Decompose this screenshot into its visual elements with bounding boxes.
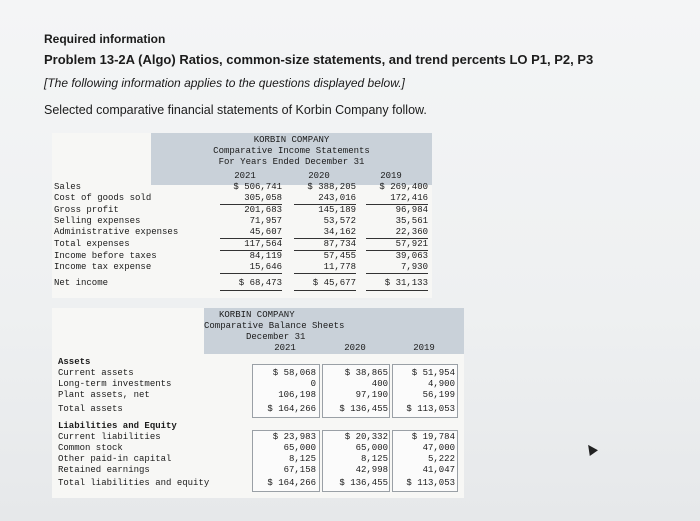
balance-year-2019: 2019 bbox=[413, 343, 435, 353]
value-2019: 47,000 bbox=[422, 443, 455, 453]
value-2019: 57,921 bbox=[395, 239, 428, 249]
value-2020: $ 136,455 bbox=[339, 478, 388, 488]
value-2019: $ 113,053 bbox=[406, 404, 455, 414]
assets-heading bbox=[52, 357, 464, 368]
value-2021: 84,119 bbox=[249, 251, 282, 261]
value-2021: 106,198 bbox=[278, 390, 316, 400]
value-2020: 87,734 bbox=[323, 239, 356, 249]
value-2019: 35,561 bbox=[395, 216, 428, 226]
balance-year-2020: 2020 bbox=[344, 343, 366, 353]
value-2019: 96,984 bbox=[395, 205, 428, 215]
balance-row-total-assets bbox=[52, 404, 464, 415]
value-2021: $ 164,266 bbox=[267, 404, 316, 414]
value-2021: $ 164,266 bbox=[267, 478, 316, 488]
value-2019: 172,416 bbox=[390, 193, 428, 203]
balance-row-plant bbox=[52, 390, 464, 401]
value-2021: $ 58,068 bbox=[272, 368, 316, 378]
income-row-total-expenses bbox=[52, 239, 432, 250]
value-2019: 41,047 bbox=[422, 465, 455, 475]
value-2020: $ 136,455 bbox=[339, 404, 388, 414]
value-2021: 8,125 bbox=[288, 454, 316, 464]
value-2021: 67,158 bbox=[283, 465, 316, 475]
value-2020: 34,162 bbox=[323, 227, 356, 237]
balance-company-name: KORBIN COMPANY bbox=[219, 310, 295, 320]
value-2019: 22,360 bbox=[395, 227, 428, 237]
row-label: Administrative expenses bbox=[54, 227, 179, 237]
value-2019: 39,063 bbox=[395, 251, 428, 261]
value-2021: 71,957 bbox=[249, 216, 282, 226]
instruction-note: [The following information applies to the questions displayed below.] bbox=[44, 76, 405, 90]
income-year-2019: 2019 bbox=[380, 171, 402, 181]
row-label: Other paid-in capital bbox=[58, 454, 172, 464]
income-row-net-income bbox=[52, 278, 432, 289]
value-2019: 4,900 bbox=[427, 379, 455, 389]
section-heading: Liabilities and Equity bbox=[58, 421, 177, 431]
row-label: Total expenses bbox=[54, 239, 130, 249]
income-row-selling bbox=[52, 216, 432, 227]
value-2021: 15,646 bbox=[249, 262, 282, 272]
balance-row-total-liab-equity bbox=[52, 478, 464, 489]
value-2021: 0 bbox=[310, 379, 316, 389]
row-label: Retained earnings bbox=[58, 465, 150, 475]
balance-sheet bbox=[52, 308, 464, 498]
value-2020: $ 38,865 bbox=[344, 368, 388, 378]
income-row-cogs bbox=[52, 193, 432, 204]
row-label: Net income bbox=[54, 278, 109, 288]
value-2020: 65,000 bbox=[355, 443, 388, 453]
value-2021: 45,607 bbox=[249, 227, 282, 237]
income-row-before-taxes bbox=[52, 251, 432, 262]
value-2019: $ 269,400 bbox=[379, 182, 428, 192]
value-2020: 243,016 bbox=[318, 193, 356, 203]
required-information-heading: Required information bbox=[44, 32, 166, 46]
balance-year-2021: 2021 bbox=[274, 343, 296, 353]
row-label: Income before taxes bbox=[54, 251, 157, 261]
income-row-tax bbox=[52, 262, 432, 273]
value-2019: $ 19,784 bbox=[411, 432, 455, 442]
income-period: For Years Ended December 31 bbox=[218, 157, 365, 167]
underline bbox=[220, 273, 282, 274]
value-2021: 65,000 bbox=[283, 443, 316, 453]
value-2019: $ 113,053 bbox=[406, 478, 455, 488]
value-2019: $ 51,954 bbox=[411, 368, 455, 378]
value-2019: $ 31,133 bbox=[384, 278, 428, 288]
income-row-sales bbox=[52, 182, 432, 193]
value-2019: 7,930 bbox=[400, 262, 428, 272]
row-label: Plant assets, net bbox=[58, 390, 150, 400]
double-underline bbox=[294, 290, 356, 291]
row-label: Income tax expense bbox=[54, 262, 152, 272]
income-title: Comparative Income Statements bbox=[213, 146, 370, 156]
income-statement bbox=[52, 133, 432, 298]
value-2020: 11,778 bbox=[323, 262, 356, 272]
income-year-2020: 2020 bbox=[308, 171, 330, 181]
value-2020: 8,125 bbox=[360, 454, 388, 464]
value-2020: $ 20,332 bbox=[344, 432, 388, 442]
value-2020: 57,455 bbox=[323, 251, 356, 261]
value-2020: 145,189 bbox=[318, 205, 356, 215]
value-2021: 201,683 bbox=[244, 205, 282, 215]
value-2021: 305,058 bbox=[244, 193, 282, 203]
value-2021: $ 68,473 bbox=[238, 278, 282, 288]
row-label: Selling expenses bbox=[54, 216, 141, 226]
double-underline bbox=[366, 290, 428, 291]
value-2020: 97,190 bbox=[355, 390, 388, 400]
value-2020: $ 45,677 bbox=[312, 278, 356, 288]
value-2021: 117,564 bbox=[244, 239, 282, 249]
row-label: Cost of goods sold bbox=[54, 193, 152, 203]
value-2021: $ 23,983 bbox=[272, 432, 316, 442]
underline bbox=[294, 273, 356, 274]
income-year-2021: 2021 bbox=[234, 171, 256, 181]
balance-row-common-stock bbox=[52, 443, 464, 454]
value-2020: 400 bbox=[371, 379, 388, 389]
intro-text: Selected comparative financial statements of Korbin Company follow. bbox=[44, 103, 427, 117]
value-2020: 42,998 bbox=[355, 465, 388, 475]
row-label: Current assets bbox=[58, 368, 134, 378]
balance-title: Comparative Balance Sheets bbox=[204, 321, 345, 331]
section-heading: Assets bbox=[58, 357, 91, 367]
value-2020: $ 388,205 bbox=[307, 182, 356, 192]
row-label: Total assets bbox=[58, 404, 123, 414]
balance-row-current-assets bbox=[52, 368, 464, 379]
problem-title: Problem 13-2A (Algo) Ratios, common-size statements, and trend percents LO P1, P2, P3 bbox=[44, 52, 594, 67]
row-label: Sales bbox=[54, 182, 82, 192]
mouse-cursor-icon bbox=[584, 442, 598, 456]
double-underline bbox=[220, 290, 282, 291]
row-label: Common stock bbox=[58, 443, 123, 453]
balance-row-long-term bbox=[52, 379, 464, 390]
value-2019: 5,222 bbox=[427, 454, 455, 464]
income-row-admin bbox=[52, 227, 432, 238]
row-label: Current liabilities bbox=[58, 432, 161, 442]
value-2021: $ 506,741 bbox=[233, 182, 282, 192]
underline bbox=[366, 273, 428, 274]
balance-row-retained bbox=[52, 465, 464, 476]
liabilities-heading bbox=[52, 421, 464, 432]
value-2019: 56,199 bbox=[422, 390, 455, 400]
value-2020: 53,572 bbox=[323, 216, 356, 226]
row-label: Total liabilities and equity bbox=[58, 478, 210, 488]
balance-period: December 31 bbox=[246, 332, 306, 342]
income-company-name: KORBIN COMPANY bbox=[253, 135, 330, 145]
income-row-gross-profit bbox=[52, 205, 432, 216]
row-label: Gross profit bbox=[54, 205, 119, 215]
row-label: Long-term investments bbox=[58, 379, 172, 389]
balance-row-other-paid-in bbox=[52, 454, 464, 465]
balance-row-current-liabilities bbox=[52, 432, 464, 443]
